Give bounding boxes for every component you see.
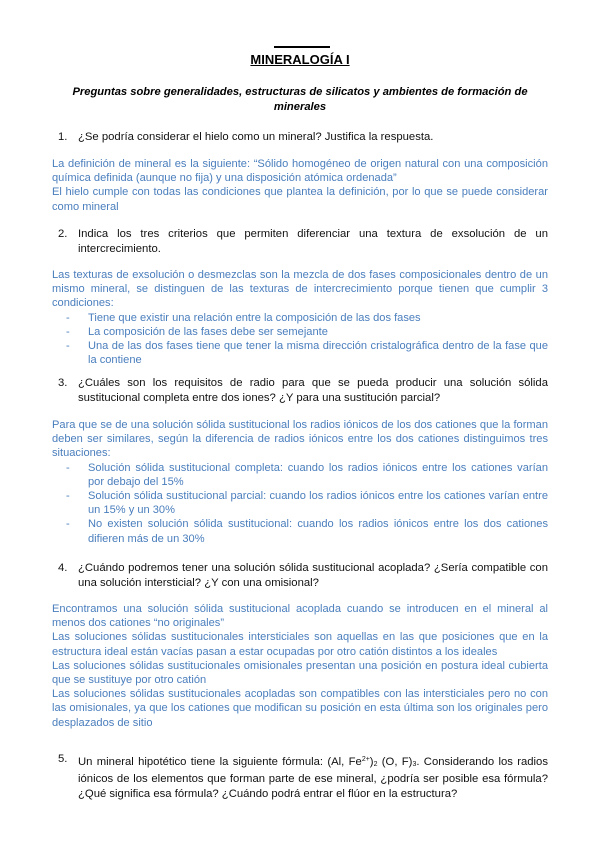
dash-bullet: -: [66, 518, 70, 531]
question-number: 3.: [58, 377, 68, 389]
answer-3: [52, 418, 548, 546]
list-item: [52, 489, 548, 517]
question-2: [58, 227, 548, 257]
answer-4: [52, 602, 548, 730]
list-item-text: No existen solución sólida sustitucional: cuando los radios iónicos entre los dos cationes difieren más de un 30%: [88, 518, 548, 545]
list-item: [52, 311, 548, 325]
dash-bullet: -: [66, 325, 70, 338]
answer-paragraph: Encontramos una solución sólida sustitucional acoplada cuando se introducen en el mineral al menos dos cationes “no originales”: [52, 603, 548, 630]
document-subtitle: Preguntas sobre generalidades, estructuras de silicatos y ambientes de formación de minerales: [72, 86, 528, 113]
dash-bullet: -: [66, 311, 70, 324]
answer-paragraph: Las soluciones sólidas sustitucionales omisionales presentan una posición en postura ideal cubierta que se sustituye por otro catión: [52, 659, 548, 687]
answer-paragraph: La definición de mineral es la siguiente: “Sólido homogéneo de origen natural con una composición química definida (aunque no fija) y una disposición atómica ordenada”: [52, 158, 548, 185]
answer-list: [52, 461, 548, 546]
question-4: [58, 561, 548, 591]
list-item-text: Una de las dos fases tiene que tener la misma dirección cristalográfica dentro de la fase que la contiene: [88, 340, 548, 367]
document-title: MINERALOGÍA I: [250, 52, 350, 67]
question-1: [58, 130, 548, 145]
list-item-text: Tiene que existir una relación entre la composición de las dos fases: [88, 311, 421, 324]
answer-paragraph: Las texturas de exsolución o desmezclas son la mezcla de dos fases composicionales dentro de un mismo mineral, se distinguen de las texturas de intercrecimiento porque tienen que cumplir 3 condiciones:: [52, 269, 548, 310]
answer-1: [52, 157, 548, 214]
answer-paragraph: Las soluciones sólidas sustitucionales intersticiales son aquellas en las que posiciones que en la estructura ideal están vacías pasan a estar ocupadas por otro catión distintos a los ideales: [52, 631, 548, 658]
title-overline: [274, 46, 330, 48]
answer-list: [52, 311, 548, 368]
dash-bullet: -: [66, 461, 70, 474]
answer-paragraph: Para que se de una solución sólida sustitucional los radios iónicos de los dos cationes que la forman deben ser similares, según la diferencia de radios iónicos entre los dos cationes distinguimos tres situaciones:: [52, 419, 548, 460]
question-number: 1.: [58, 131, 68, 143]
question-text: ¿Cuándo podremos tener una solución sólida sustitucional acoplada? ¿Sería compatible con una solución intersticial? ¿Y con una omisional?: [78, 562, 548, 589]
dash-bullet: -: [66, 340, 70, 353]
list-item: [52, 517, 548, 545]
list-item: [52, 339, 548, 367]
question-number: 5.: [58, 753, 68, 765]
question-text: Indica los tres criterios que permiten diferenciar una textura de exsolución de un intercrecimiento.: [78, 228, 548, 255]
question-number: 4.: [58, 562, 68, 574]
list-item-text: La composición de las fases debe ser semejante: [88, 325, 328, 338]
list-item-text: Solución sólida sustitucional parcial: cuando los radios iónicos entre los cationes varían entre un 15% y un 30%: [88, 490, 548, 517]
question-text: ¿Cuáles son los requisitos de radio para que se pueda producir una solución sólida sustitucional completa entre dos iones? ¿Y para una sustitución parcial?: [78, 377, 548, 404]
subscript: 3: [412, 761, 417, 768]
question-number: 2.: [58, 228, 68, 240]
question-rest: . Considerando los radios iónicos de los elementos que forman parte de ese mineral, ¿podría ser posible esa fórmula? ¿Qué significa esa fórmula? ¿Cuándo podrá entrar el flúor en la estructura?: [78, 756, 548, 800]
answer-paragraph: El hielo cumple con todas las condiciones que plantea la definición, por lo que se puede considerar como mineral: [52, 186, 548, 213]
subscript: 2: [373, 761, 378, 768]
list-item: [52, 325, 548, 339]
list-item-text: Solución sólida sustitucional completa: cuando los radios iónicos entre los cationes varían por debajo del 15%: [88, 461, 548, 488]
question-text: ¿Se podría considerar el hielo como un mineral? Justifica la respuesta.: [78, 131, 434, 143]
question-5: [58, 752, 548, 802]
formula-anions: (O, F): [377, 756, 413, 768]
answer-2: [52, 268, 548, 367]
formula-lead: Un mineral hipotético tiene la siguiente fórmula: (Al, Fe: [78, 756, 362, 768]
charge-superscript: 2+: [361, 756, 370, 763]
question-text: [78, 756, 548, 800]
formula-paren: ): [369, 756, 374, 768]
question-3: [58, 376, 548, 406]
list-item: [52, 461, 548, 489]
dash-bullet: -: [66, 490, 70, 503]
answer-paragraph: Las soluciones sólidas sustitucionales acopladas son compatibles con las intersticiales pero no con las omisionales, ya que los cationes que modifican su posición en esta última son los originales pero desplazados de sitio: [52, 688, 548, 729]
